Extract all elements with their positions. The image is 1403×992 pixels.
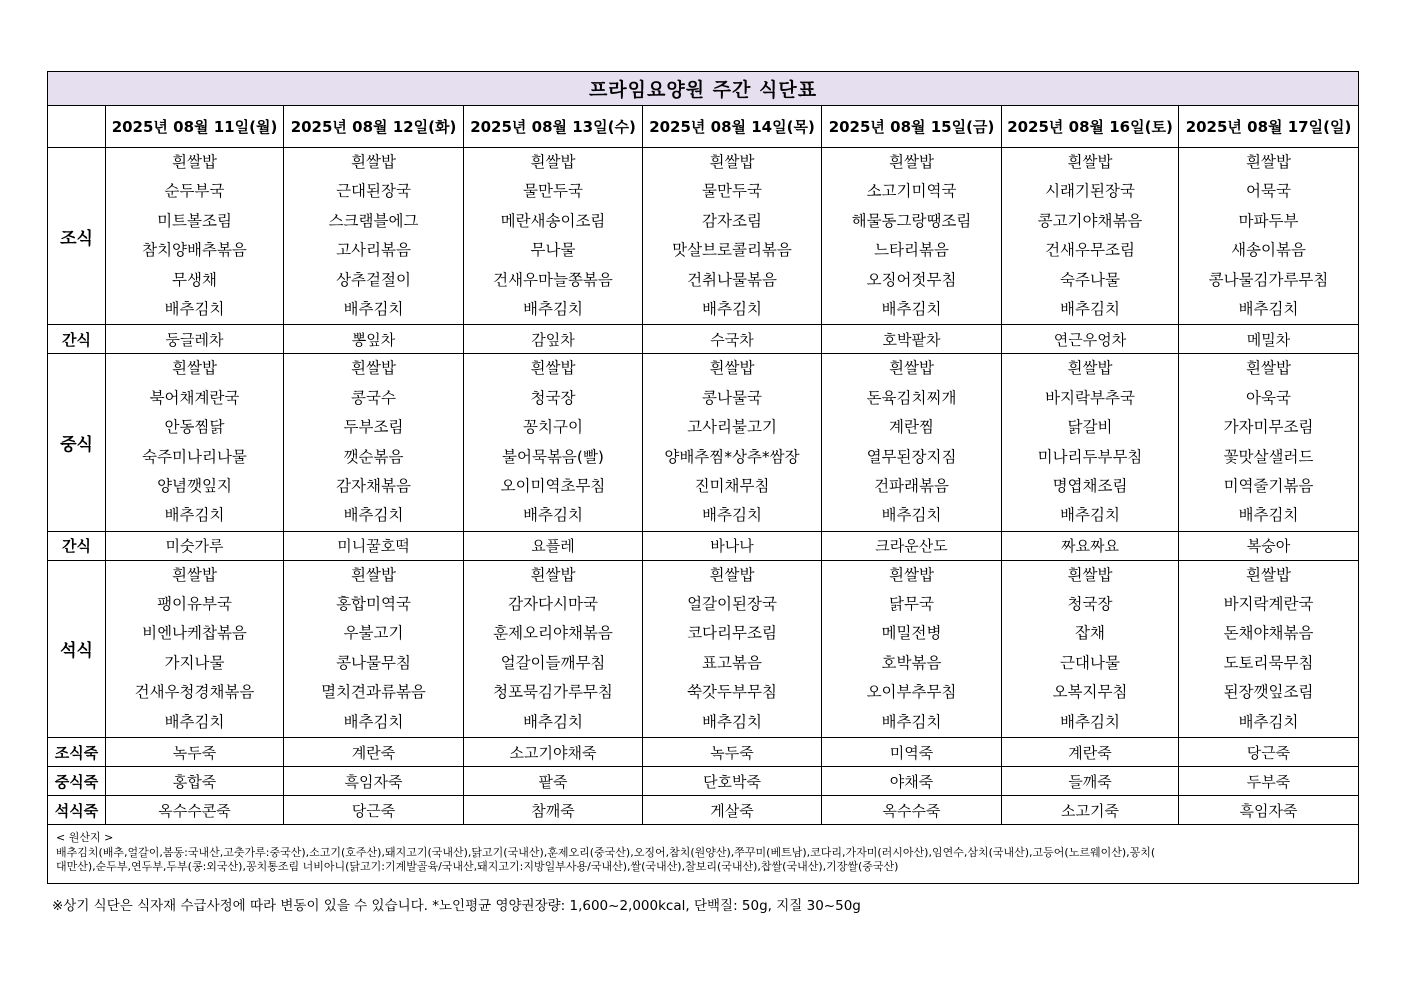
- menu-item: 열무된장지짐: [866, 447, 957, 466]
- menu-item: 콩고기야채볶음: [1037, 211, 1143, 230]
- day-header: 2025년 08월 15일(금): [822, 106, 1002, 148]
- menu-item: 새송이볶음: [1231, 241, 1306, 260]
- menu-item: 깻순볶음: [343, 447, 404, 466]
- snack2-cell: 미니꿀호떡: [284, 531, 464, 560]
- menu-item: 건파래볶음: [874, 476, 949, 495]
- menu-item: 미역줄기볶음: [1223, 476, 1314, 495]
- snack1-cell: 수국차: [643, 325, 822, 354]
- menu-item: 바지락계란국: [1223, 595, 1314, 614]
- porridge-breakfast-cell: 계란죽: [284, 738, 464, 767]
- porridge-lunch-cell: 두부죽: [1179, 767, 1359, 796]
- menu-item: 감자채볶음: [336, 476, 411, 495]
- menu-item: 배추김치: [881, 712, 942, 731]
- origin-line: 배추김치(배추,얼갈이,봄동:국내산,고춧가루:중국산),소고기(호주산),돼지고기(국내산),닭고기(국내산),훈제오리(중국산),오징어,참치(원양산),쭈꾸미(베트남),코다리,가자미(러시아산),임연수,삼치(국내산),고등어(노르웨이산),꽁치(: [56, 845, 1156, 859]
- menu-item: 배추김치: [523, 299, 583, 318]
- porridge-lunch-cell: 단호박죽: [643, 767, 822, 796]
- snack2-row: [48, 531, 1359, 560]
- menu-item: 숙주나물: [1060, 270, 1120, 289]
- menu-item: 북어채계란국: [149, 388, 240, 407]
- menu-item: 콩나물김가루무침: [1208, 270, 1329, 289]
- dinner-row: [48, 560, 1359, 737]
- menu-item: 코다리무조림: [687, 624, 777, 643]
- menu-item: 우불고기: [343, 624, 404, 643]
- menu-item: 숙주미나리나물: [142, 447, 247, 466]
- snack1-row: [48, 325, 1359, 354]
- lunch-row: [48, 354, 1359, 531]
- lunch-day-cell: [822, 354, 1002, 531]
- porridge-lunch-cell: 야채죽: [822, 767, 1002, 796]
- menu-item: 호박볶음: [881, 653, 942, 672]
- snack2-cell: 복숭아: [1179, 531, 1359, 560]
- menu-item: 흰쌀밥: [1067, 565, 1113, 584]
- menu-item: 배추김치: [881, 299, 942, 318]
- menu-item: 미나리두부무침: [1037, 447, 1143, 466]
- menu-item: 흰쌀밥: [889, 153, 934, 171]
- menu-item: 감자다시마국: [508, 595, 598, 614]
- origin-row: [48, 825, 1359, 884]
- corner-cell: [48, 106, 106, 148]
- menu-item: 물만두국: [523, 182, 583, 201]
- porridge-breakfast-row: [48, 738, 1359, 767]
- menu-item: 배추김치: [523, 712, 583, 731]
- menu-item: 상추겉절이: [336, 270, 411, 289]
- snack2-cell: 미숫가루: [106, 531, 284, 560]
- menu-item: 건새우마늘쫑볶음: [493, 270, 613, 289]
- porridge-dinner-cell: 당근죽: [284, 796, 464, 825]
- lunch-label: 중식: [48, 354, 106, 531]
- menu-item: 비엔나케찹볶음: [142, 624, 247, 643]
- porridge-breakfast-cell: 계란죽: [1002, 738, 1179, 767]
- page-title: 프라임요양원 주간 식단표: [48, 72, 1359, 106]
- snack1-cell: 뽕잎차: [284, 325, 464, 354]
- snack-label: 간식: [48, 325, 106, 354]
- menu-item: 미트볼조림: [157, 211, 232, 230]
- porridge-lunch-row: [48, 767, 1359, 796]
- menu-sheet: [47, 71, 1358, 884]
- menu-item: 흰쌀밥: [1246, 565, 1291, 584]
- day-header: 2025년 08월 13일(수): [464, 106, 643, 148]
- footnote: ※상기 식단은 식자재 수급사정에 따라 변동이 있을 수 있습니다. *노인평균 영양권장량: 1,600~2,000kcal, 단백질: 50g, 지질 30~50g: [52, 898, 861, 914]
- menu-item: 배추김치: [164, 506, 225, 525]
- porridge-breakfast-cell: 녹두죽: [643, 738, 822, 767]
- menu-item: 흰쌀밥: [1067, 153, 1113, 171]
- breakfast-day-cell: [1002, 148, 1179, 325]
- dinner-day-cell: [106, 560, 284, 737]
- porridge-dinner-cell: 소고기죽: [1002, 796, 1179, 825]
- day-header: 2025년 08월 17일(일): [1179, 106, 1359, 148]
- title-row: [48, 72, 1359, 106]
- lunch-day-cell: [1179, 354, 1359, 531]
- dinner-day-cell: [643, 560, 822, 737]
- day-header: 2025년 08월 12일(화): [284, 106, 464, 148]
- dinner-day-cell: [1002, 560, 1179, 737]
- menu-item: 배추김치: [164, 712, 225, 731]
- menu-item: 무나물: [530, 241, 576, 260]
- menu-item: 흰쌀밥: [889, 565, 934, 584]
- menu-item: 된장깻잎조림: [1223, 683, 1314, 702]
- dinner-day-cell: [284, 560, 464, 737]
- menu-item: 꽃맛살샐러드: [1223, 447, 1314, 466]
- menu-item: 배추김치: [881, 506, 942, 525]
- menu-item: 건취나물볶음: [687, 270, 777, 289]
- menu-item: 흰쌀밥: [172, 359, 217, 378]
- breakfast-day-cell: [106, 148, 284, 325]
- porridge-breakfast-cell: 미역죽: [822, 738, 1002, 767]
- menu-item: 배추김치: [343, 506, 404, 525]
- menu-item: 양념깻잎지: [157, 476, 232, 495]
- menu-item: 닭무국: [889, 595, 934, 614]
- menu-item: 배추김치: [1060, 506, 1120, 525]
- lunch-day-cell: [464, 354, 643, 531]
- menu-item: 건새우청경채볶음: [134, 683, 255, 702]
- menu-item: 얼갈이된장국: [687, 595, 777, 614]
- menu-item: 물만두국: [702, 182, 762, 201]
- date-header-row: [48, 106, 1359, 148]
- snack2-cell: 바나나: [643, 531, 822, 560]
- breakfast-day-cell: [1179, 148, 1359, 325]
- menu-item: 흰쌀밥: [530, 359, 576, 378]
- porridge-dinner-cell: 흑임자죽: [1179, 796, 1359, 825]
- snack1-cell: 연근우엉차: [1002, 325, 1179, 354]
- lunch-day-cell: [106, 354, 284, 531]
- menu-item: 근대된장국: [336, 182, 411, 201]
- origin-heading: < 원산지 >: [56, 831, 114, 845]
- snack2-cell: 요플레: [464, 531, 643, 560]
- menu-item: 가자미무조림: [1223, 418, 1314, 437]
- day-header: 2025년 08월 11일(월): [106, 106, 284, 148]
- menu-item: 배추김치: [702, 506, 762, 525]
- menu-item: 오징어젓무침: [866, 270, 957, 289]
- menu-item: 고사리불고기: [687, 418, 777, 437]
- menu-item: 마파두부: [1238, 211, 1299, 230]
- menu-item: 흰쌀밥: [172, 153, 217, 171]
- menu-item: 얼갈이들깨무침: [500, 653, 606, 672]
- menu-item: 흰쌀밥: [709, 565, 755, 584]
- breakfast-day-cell: [284, 148, 464, 325]
- menu-item: 훈제오리야채볶음: [493, 624, 613, 643]
- menu-item: 콩나물국: [702, 388, 762, 407]
- menu-item: 쑥갓두부무침: [687, 683, 777, 702]
- lunch-day-cell: [284, 354, 464, 531]
- menu-item: 흰쌀밥: [709, 153, 755, 171]
- menu-item: 안동찜닭: [164, 418, 225, 437]
- menu-item: 흰쌀밥: [709, 359, 755, 378]
- menu-item: 불어묵볶음(빨): [502, 447, 604, 466]
- dinner-label: 석식: [48, 560, 106, 737]
- menu-item: 콩국수: [351, 388, 396, 407]
- menu-item: 명엽채조림: [1052, 476, 1128, 495]
- porridge-lunch-label: 중식죽: [48, 767, 106, 796]
- menu-item: 진미채무침: [694, 476, 770, 495]
- day-header: 2025년 08월 14일(목): [643, 106, 822, 148]
- menu-item: 흰쌀밥: [351, 565, 396, 584]
- menu-item: 배추김치: [1238, 299, 1299, 318]
- menu-item: 메란새송이조림: [500, 211, 606, 230]
- day-header: 2025년 08월 16일(토): [1002, 106, 1179, 148]
- breakfast-day-cell: [822, 148, 1002, 325]
- breakfast-day-cell: [464, 148, 643, 325]
- menu-item: 배추김치: [1060, 712, 1120, 731]
- porridge-dinner-cell: 참깨죽: [464, 796, 643, 825]
- menu-item: 배추김치: [164, 299, 225, 318]
- menu-item: 순두부국: [164, 182, 225, 201]
- breakfast-day-cell: [643, 148, 822, 325]
- menu-item: 흰쌀밥: [530, 565, 576, 584]
- menu-item: 청국장: [1067, 595, 1113, 614]
- menu-item: 흰쌀밥: [1246, 153, 1291, 171]
- snack2-cell: 짜요짜요: [1002, 531, 1179, 560]
- porridge-lunch-cell: 홍합죽: [106, 767, 284, 796]
- menu-item: 소고기미역국: [866, 182, 957, 201]
- menu-item: 잡채: [1075, 624, 1105, 643]
- menu-item: 팽이유부국: [157, 595, 232, 614]
- origin-info: [48, 825, 1359, 884]
- porridge-dinner-cell: 게살죽: [643, 796, 822, 825]
- menu-item: 흰쌀밥: [351, 359, 396, 378]
- snack1-cell: 메밀차: [1179, 325, 1359, 354]
- weekly-menu-table: [47, 71, 1359, 884]
- menu-item: 고사리볶음: [336, 241, 411, 260]
- menu-item: 배추김치: [702, 299, 762, 318]
- menu-item: 돈육김치찌개: [866, 388, 957, 407]
- dinner-day-cell: [464, 560, 643, 737]
- porridge-dinner-label: 석식죽: [48, 796, 106, 825]
- porridge-lunch-cell: 흑임자죽: [284, 767, 464, 796]
- menu-item: 건새우무조림: [1045, 241, 1135, 260]
- menu-item: 흰쌀밥: [530, 153, 576, 171]
- menu-item: 무생채: [172, 270, 217, 289]
- snack1-cell: 호박팥차: [822, 325, 1002, 354]
- menu-item: 바지락부추국: [1045, 388, 1135, 407]
- porridge-lunch-cell: 들깨죽: [1002, 767, 1179, 796]
- porridge-dinner-cell: 옥수수콘죽: [106, 796, 284, 825]
- menu-item: 흰쌀밥: [172, 565, 217, 584]
- menu-item: 배추김치: [343, 712, 404, 731]
- menu-item: 멸치견과류볶음: [321, 683, 426, 702]
- menu-item: 콩나물무침: [336, 653, 411, 672]
- menu-item: 표고볶음: [702, 653, 762, 672]
- porridge-dinner-row: [48, 796, 1359, 825]
- porridge-breakfast-label: 조식죽: [48, 738, 106, 767]
- menu-item: 가지나물: [164, 653, 225, 672]
- menu-item: 홍합미역국: [336, 595, 411, 614]
- menu-item: 감자조림: [702, 211, 762, 230]
- menu-item: 오복지무침: [1052, 683, 1128, 702]
- menu-item: 청국장: [530, 388, 576, 407]
- menu-item: 맛살브로콜리볶음: [672, 241, 792, 260]
- snack1-cell: 둥글레차: [106, 325, 284, 354]
- porridge-breakfast-cell: 녹두죽: [106, 738, 284, 767]
- porridge-breakfast-cell: 소고기야채죽: [464, 738, 643, 767]
- origin-line: 대만산),순두부,연두부,두부(콩:외국산),꽁치통조림 너비아니(닭고기:기계발골육/국내산,돼지고기:지방일부사용/국내산),쌀(국내산),찰보리(국내산),찹쌀(국내산),기장쌀(중국산): [56, 860, 899, 874]
- lunch-day-cell: [1002, 354, 1179, 531]
- menu-item: 해물동그랑땡조림: [851, 211, 972, 230]
- breakfast-row: [48, 148, 1359, 325]
- menu-item: 흰쌀밥: [351, 153, 396, 171]
- menu-item: 참치양배추볶음: [142, 241, 247, 260]
- menu-item: 오이부추무침: [866, 683, 957, 702]
- menu-item: 돈채야채볶음: [1223, 624, 1314, 643]
- porridge-breakfast-cell: 당근죽: [1179, 738, 1359, 767]
- menu-item: 계란찜: [889, 418, 934, 437]
- menu-item: 두부조림: [343, 418, 404, 437]
- menu-item: 꽁치구이: [523, 418, 583, 437]
- menu-item: 흰쌀밥: [1067, 359, 1113, 378]
- menu-item: 도토리묵무침: [1223, 653, 1314, 672]
- dinner-day-cell: [1179, 560, 1359, 737]
- menu-item: 아욱국: [1246, 388, 1291, 407]
- snack1-cell: 감잎차: [464, 325, 643, 354]
- menu-item: 오이미역초무침: [500, 476, 606, 495]
- menu-item: 배추김치: [523, 506, 583, 525]
- menu-item: 어묵국: [1246, 182, 1291, 201]
- snack-label: 간식: [48, 531, 106, 560]
- breakfast-label: 조식: [48, 148, 106, 325]
- menu-item: 닭갈비: [1067, 418, 1113, 437]
- snack2-cell: 크라운산도: [822, 531, 1002, 560]
- menu-item: 배추김치: [343, 299, 404, 318]
- porridge-lunch-cell: 팥죽: [464, 767, 643, 796]
- dinner-day-cell: [822, 560, 1002, 737]
- porridge-dinner-cell: 옥수수죽: [822, 796, 1002, 825]
- menu-item: 배추김치: [1060, 299, 1120, 318]
- menu-item: 양배추찜*상추*쌈장: [664, 447, 800, 466]
- menu-item: 흰쌀밥: [1246, 359, 1291, 378]
- menu-item: 스크램블에그: [328, 211, 419, 230]
- menu-item: 시래기된장국: [1045, 182, 1135, 201]
- menu-item: 메밀전병: [881, 624, 942, 643]
- menu-item: 느타리볶음: [874, 241, 949, 260]
- lunch-day-cell: [643, 354, 822, 531]
- menu-item: 근대나물: [1060, 653, 1120, 672]
- menu-item: 배추김치: [1238, 506, 1299, 525]
- menu-item: 배추김치: [702, 712, 762, 731]
- menu-item: 배추김치: [1238, 712, 1299, 731]
- menu-item: 청포묵김가루무침: [493, 683, 613, 702]
- menu-item: 흰쌀밥: [889, 359, 934, 378]
